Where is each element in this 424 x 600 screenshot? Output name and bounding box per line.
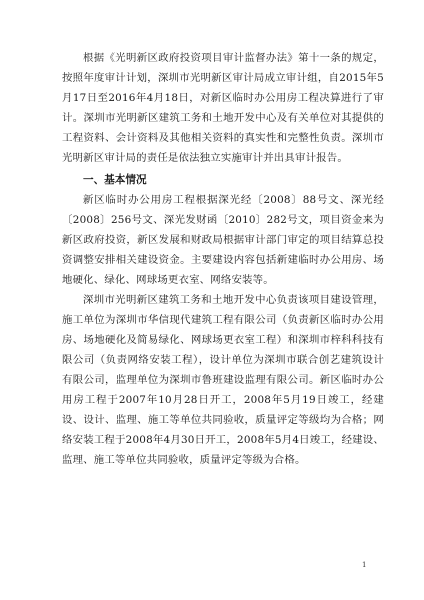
document-body <box>62 48 384 470</box>
section-heading: 一、基本情况 <box>83 174 147 186</box>
section-paragraph-1: 新区临时办公用房工程根据深光经〔2008〕88号文、深光经〔2008〕256号文、深光发财函〔2010〕282号文，项目资金来为新区政府投资，新区发展和财政局根据审计部门审定的项目结算总投资调整安排相关建设资金。主要建设内容包括新建临时办公用房、场地硬化、绿化、网球场更衣室、网络安装等。 <box>62 194 384 286</box>
intro-paragraph: 根据《光明新区政府投资项目审计监督办法》第十一条的规定，按照年度审计计划，深圳市光明新区审计局成立审计组，自2015年5月17日至2016年4月18日，对新区临时办公用房工程决算进行了审计。深圳市光明新区建筑工务和土地开发中心及有关单位对其提供的工程资料、会计资料及其他相关资料的真实性和完整性负责。深圳市光明新区审计局的责任是依法独立实施审计并出具审计报告。 <box>62 52 384 164</box>
section-paragraph-2: 深圳市光明新区建筑工务和土地开发中心负责该项目建设管理，施工单位为深圳市华信现代建筑工程有限公司（负责新区临时办公用房、场地硬化及简易绿化、网球场更衣室工程）和深圳市梓科科技有限公司（负责网络安装工程），设计单位为深圳市联合创艺建筑设计有限公司，监理单位为深圳市鲁班建设监理有限公司。新区临时办公用房工程于2007年10月28日开工，2008年5月19日竣工，经建设、设计、监理、施工等单位共同验收，质量评定等级均为合格；网络安装工程于2008年4月30日开工，2008年5月4日竣工，经建设、监理、施工等单位共同验收，质量评定等级为合格。 <box>62 294 384 466</box>
page-number: 1 <box>362 561 367 569</box>
